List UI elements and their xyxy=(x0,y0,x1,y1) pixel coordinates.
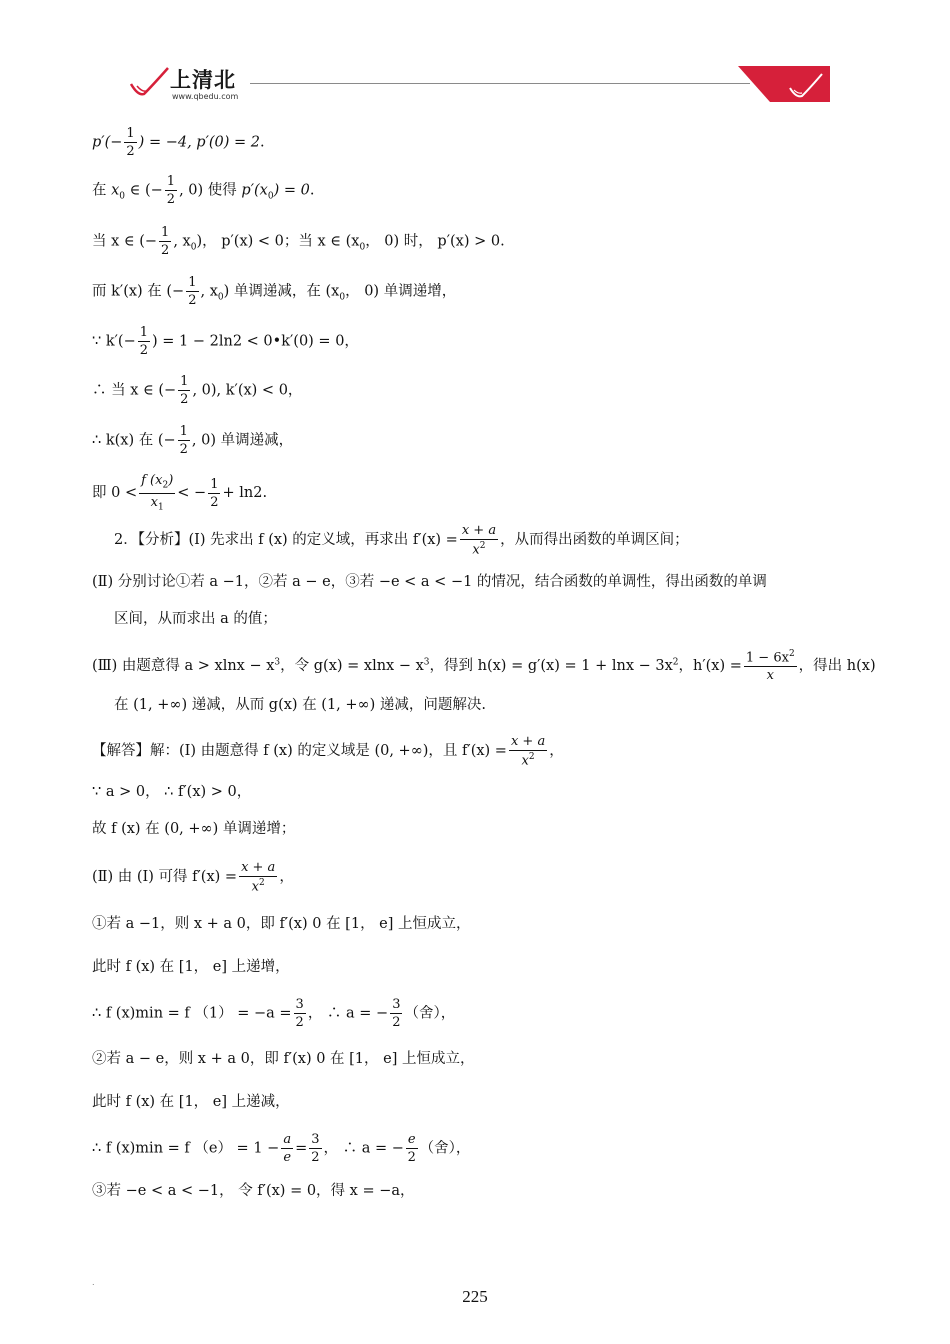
fraction: $\frac{f (x_2)}{x_1}$ xyxy=(141,473,174,513)
text-line: 即 0 < $\frac{f (x_2)}{x_1}$ < − $\frac{1}{2}$ + ln2. xyxy=(92,473,268,513)
text-line: ②若 a − e，则 x + a 0，即 f′(x) 0 在 [1， e] 上恒成立， xyxy=(92,1051,475,1067)
text-line: 此时 f (x) 在 [1， e] 上递增， xyxy=(92,959,290,975)
fraction: $\frac{1}{2}$ xyxy=(179,424,188,457)
fraction: $\frac{3}{2}$ xyxy=(311,1132,320,1165)
text-line: (Ⅱ) 分别讨论①若 a −1，②若 a − e，③若 −e < a < −1 的情况，结合函数的单调性，得出函数的单调 xyxy=(92,574,767,590)
fraction: $\frac{1}{2}$ xyxy=(166,174,176,207)
logo-url: www.qbedu.com xyxy=(172,92,239,101)
text-line: 在 (1, +∞) 递减，从而 g(x) 在 (1, +∞) 递减，问题解决. xyxy=(114,697,487,713)
fraction: $\frac{1}{2}$ xyxy=(161,225,170,258)
text-line: ∴ f (x)min = f （e） = 1 − $\frac{a}{e}$ = $\frac{3}{2}$ ， ∴ a = − $\frac{e}{2}$ （舍）， xyxy=(92,1132,471,1165)
text-line: ∵ a > 0， ∴ f′(x) > 0， xyxy=(92,784,252,800)
fraction: $\frac{1}{2}$ xyxy=(126,126,135,159)
fraction: $\frac{3}{2}$ xyxy=(295,997,304,1030)
fraction: $\frac{1 - 6x^2}{x}$ xyxy=(745,649,795,684)
fraction: $\frac{1}{2}$ xyxy=(139,325,149,358)
logo-text: 上清北 xyxy=(170,68,236,92)
page-number: 225 xyxy=(462,1287,488,1306)
text-line: 在 $x_0$ ∈ (− $\frac{1}{2}$ , 0) 使得 $p'(x_0) = 0$. xyxy=(92,174,315,207)
text-line: 当 x ∈ (− $\frac{1}{2}$ , $x_0$)， p′(x) < 0；当 x ∈ ($x_0$， 0) 时， p′(x) > 0. xyxy=(92,225,505,258)
text-line: 区间，从而求出 a 的值； xyxy=(114,611,277,627)
fraction: $\frac{3}{2}$ xyxy=(392,997,401,1030)
text-line: 故 f (x) 在 (0, +∞) 单调递增； xyxy=(92,821,296,837)
text-line: (Ⅱ) 由 (Ⅰ) 可得 f′(x) = $\frac{x + a}{x^2}$ ， xyxy=(92,860,294,895)
text-line: ∴ k(x) 在 (− $\frac{1}{2}$ , 0) 单调递减， xyxy=(92,424,294,457)
text-line: 2．【分析】(Ⅰ) 先求出 f (x) 的定义域，再求出 f′(x) = $\frac{x + a}{x^2}$ ，从而得出函数的单调区间； xyxy=(114,523,689,558)
header-divider xyxy=(250,83,750,84)
text-line: ③若 −e < a < −1， 令 f′(x) = 0，得 x = −a， xyxy=(92,1183,415,1199)
text-line: ①若 a −1，则 x + a 0，即 f′(x) 0 在 [1， e] 上恒成立， xyxy=(92,916,471,932)
header-ribbon xyxy=(738,66,830,102)
text-line: ∴ 当 x ∈ (− $\frac{1}{2}$ , 0), k′(x) < 0， xyxy=(92,374,303,407)
fraction: $\frac{e}{2}$ xyxy=(407,1132,416,1165)
text-line: 【解答】解：(Ⅰ) 由题意得 f (x) 的定义域是 (0, +∞)，且 f′(x) = $\frac{x + a}{x^2}$ ， xyxy=(92,734,564,769)
fraction: $\frac{x + a}{x^2}$ xyxy=(461,523,497,558)
text-line: ∵ k′(− $\frac{1}{2}$ ) = 1 − 2ln2 < 0•k′(0) = 0， xyxy=(92,325,359,358)
text-line: ∴ f (x)min = f （1） = −a = $\frac{3}{2}$ ， ∴ a = − $\frac{3}{2}$ （舍）， xyxy=(92,997,456,1030)
text-line: 而 k′(x) 在 (− $\frac{1}{2}$ , $x_0$) 单调递减，在 ($x_0$， 0) 单调递增， xyxy=(92,275,457,308)
text-line: (Ⅲ) 由题意得 $a > xlnx - x^3$，令 $g(x) = xlnx - x^3$，得到 $h(x) = g'(x) = 1 + \ln x - 3x^2$，h′(x) = $\frac{1 - 6x^2}{x}$ ，得出 h(x) xyxy=(92,649,876,684)
text-line: 此时 f (x) 在 [1， e] 上递减， xyxy=(92,1094,290,1110)
fraction: $\frac{1}{2}$ xyxy=(210,476,219,510)
text-line: p′(− $\frac{1}{2}$ ) = −4, p′(0) = 2. xyxy=(92,126,265,159)
fraction: $\frac{a}{e}$ xyxy=(283,1132,292,1165)
logo-check-icon xyxy=(128,66,172,100)
fraction: $\frac{1}{2}$ xyxy=(188,275,197,308)
fraction: $\frac{1}{2}$ xyxy=(180,374,189,407)
fraction: $\frac{x + a}{x^2}$ xyxy=(241,860,276,895)
page-header xyxy=(0,0,950,110)
fraction: $\frac{x + a}{x^2}$ xyxy=(510,734,546,769)
footer-mark: . xyxy=(92,1278,95,1287)
